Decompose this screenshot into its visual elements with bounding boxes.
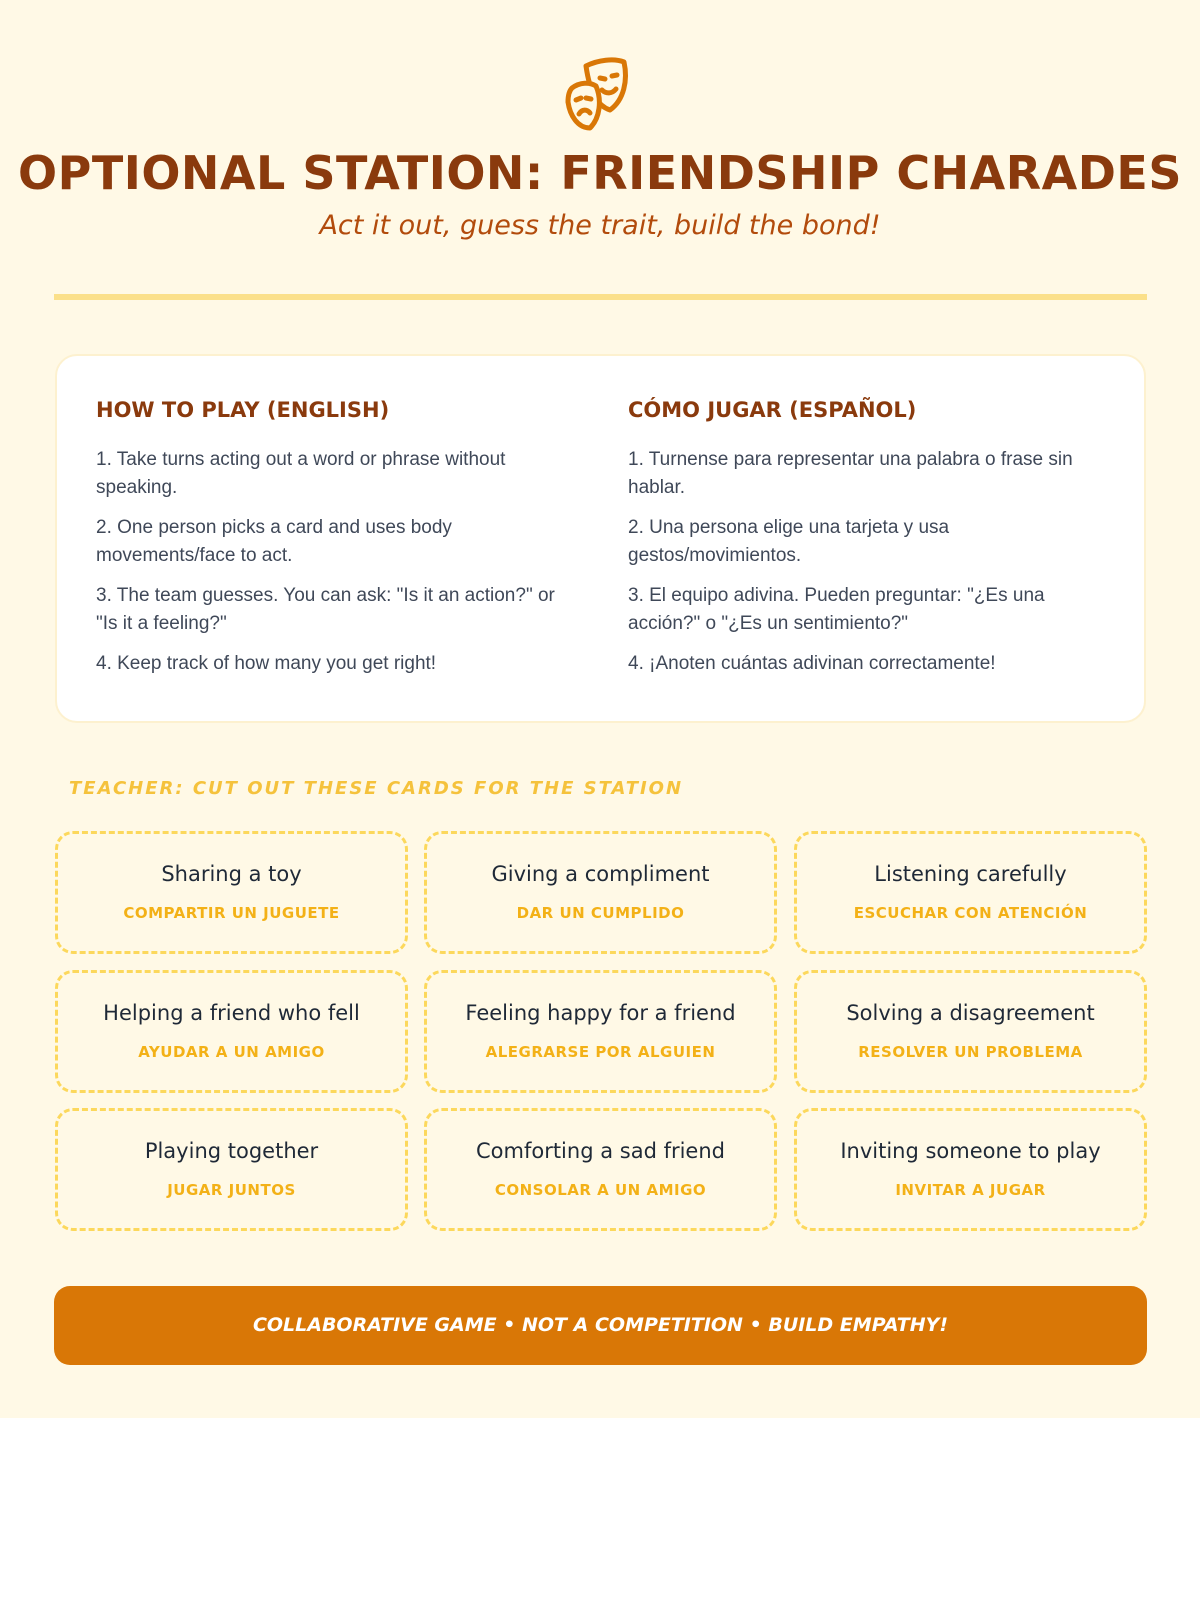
page-subtitle: Act it out, guess the trait, build the bond!: [319, 210, 881, 241]
charade-card[interactable]: [794, 1108, 1147, 1231]
page-title: OPTIONAL STATION: FRIENDSHIP CHARADES: [18, 146, 1182, 200]
charade-card[interactable]: [55, 1108, 408, 1231]
instructions-heading-english: HOW TO PLAY (ENGLISH): [96, 398, 390, 422]
instructions-panel: [55, 354, 1146, 723]
card-spanish-text: INVITAR A JUGAR: [895, 1181, 1046, 1199]
card-spanish-text: DAR UN CUMPLIDO: [516, 904, 685, 922]
charade-card[interactable]: [55, 970, 408, 1093]
card-english-text: Inviting someone to play: [840, 1139, 1101, 1163]
card-english-text: Giving a compliment: [491, 862, 710, 886]
charade-cards-grid: [55, 831, 1148, 1231]
card-english-text: Feeling happy for a friend: [465, 1001, 736, 1025]
theater-masks-icon: [558, 54, 642, 138]
card-english-text: Helping a friend who fell: [103, 1001, 360, 1025]
charade-card[interactable]: [794, 831, 1147, 954]
footer-banner: COLLABORATIVE GAME • NOT A COMPETITION • BUILD EMPATHY!: [54, 1286, 1147, 1365]
card-english-text: Listening carefully: [874, 862, 1067, 886]
charade-card[interactable]: [794, 970, 1147, 1093]
instructions-spanish: [628, 398, 1108, 690]
card-spanish-text: CONSOLAR A UN AMIGO: [494, 1181, 707, 1199]
step-item: 2. One person picks a card and uses body movements/face to act.: [96, 517, 452, 566]
card-english-text: Solving a disagreement: [846, 1001, 1095, 1025]
card-spanish-text: AYUDAR A UN AMIGO: [138, 1043, 325, 1061]
step-item: 4. Keep track of how many you get right!: [96, 653, 437, 674]
card-spanish-text: JUGAR JUNTOS: [167, 1181, 296, 1199]
card-english-text: Sharing a toy: [161, 862, 302, 886]
card-english-text: Playing together: [144, 1139, 319, 1163]
step-item: 2. Una persona elige una tarjeta y usa gestos/movimientos.: [628, 517, 950, 566]
steps-list-spanish: [628, 446, 1108, 678]
instructions-heading-spanish: CÓMO JUGAR (ESPAÑOL): [628, 398, 917, 422]
charade-card[interactable]: [424, 970, 777, 1093]
step-item: 4. ¡Anoten cuántas adivinan correctamente!: [628, 653, 996, 674]
cards-section-label: TEACHER: CUT OUT THESE CARDS FOR THE STATION: [69, 778, 684, 799]
step-item: 3. El equipo adivina. Pueden preguntar: "¿Es una acción?" o "¿Es un sentimiento?": [628, 585, 1045, 634]
card-spanish-text: RESOLVER UN PROBLEMA: [858, 1043, 1083, 1061]
divider: [54, 294, 1147, 300]
charade-card[interactable]: [424, 1108, 777, 1231]
steps-list-english: [96, 446, 576, 678]
charade-card[interactable]: [424, 831, 777, 954]
charade-card[interactable]: [55, 831, 408, 954]
card-spanish-text: ESCUCHAR CON ATENCIÓN: [853, 904, 1088, 922]
step-item: 3. The team guesses. You can ask: "Is it an action?" or "Is it a feeling?": [96, 585, 555, 634]
step-item: 1. Take turns acting out a word or phrase without speaking.: [96, 449, 506, 498]
instructions-english: [96, 398, 576, 690]
card-english-text: Comforting a sad friend: [475, 1139, 725, 1163]
card-spanish-text: ALEGRARSE POR ALGUIEN: [485, 1043, 716, 1061]
card-spanish-text: COMPARTIR UN JUGUETE: [123, 904, 340, 922]
step-item: 1. Turnense para representar una palabra o frase sin hablar.: [628, 449, 1073, 498]
